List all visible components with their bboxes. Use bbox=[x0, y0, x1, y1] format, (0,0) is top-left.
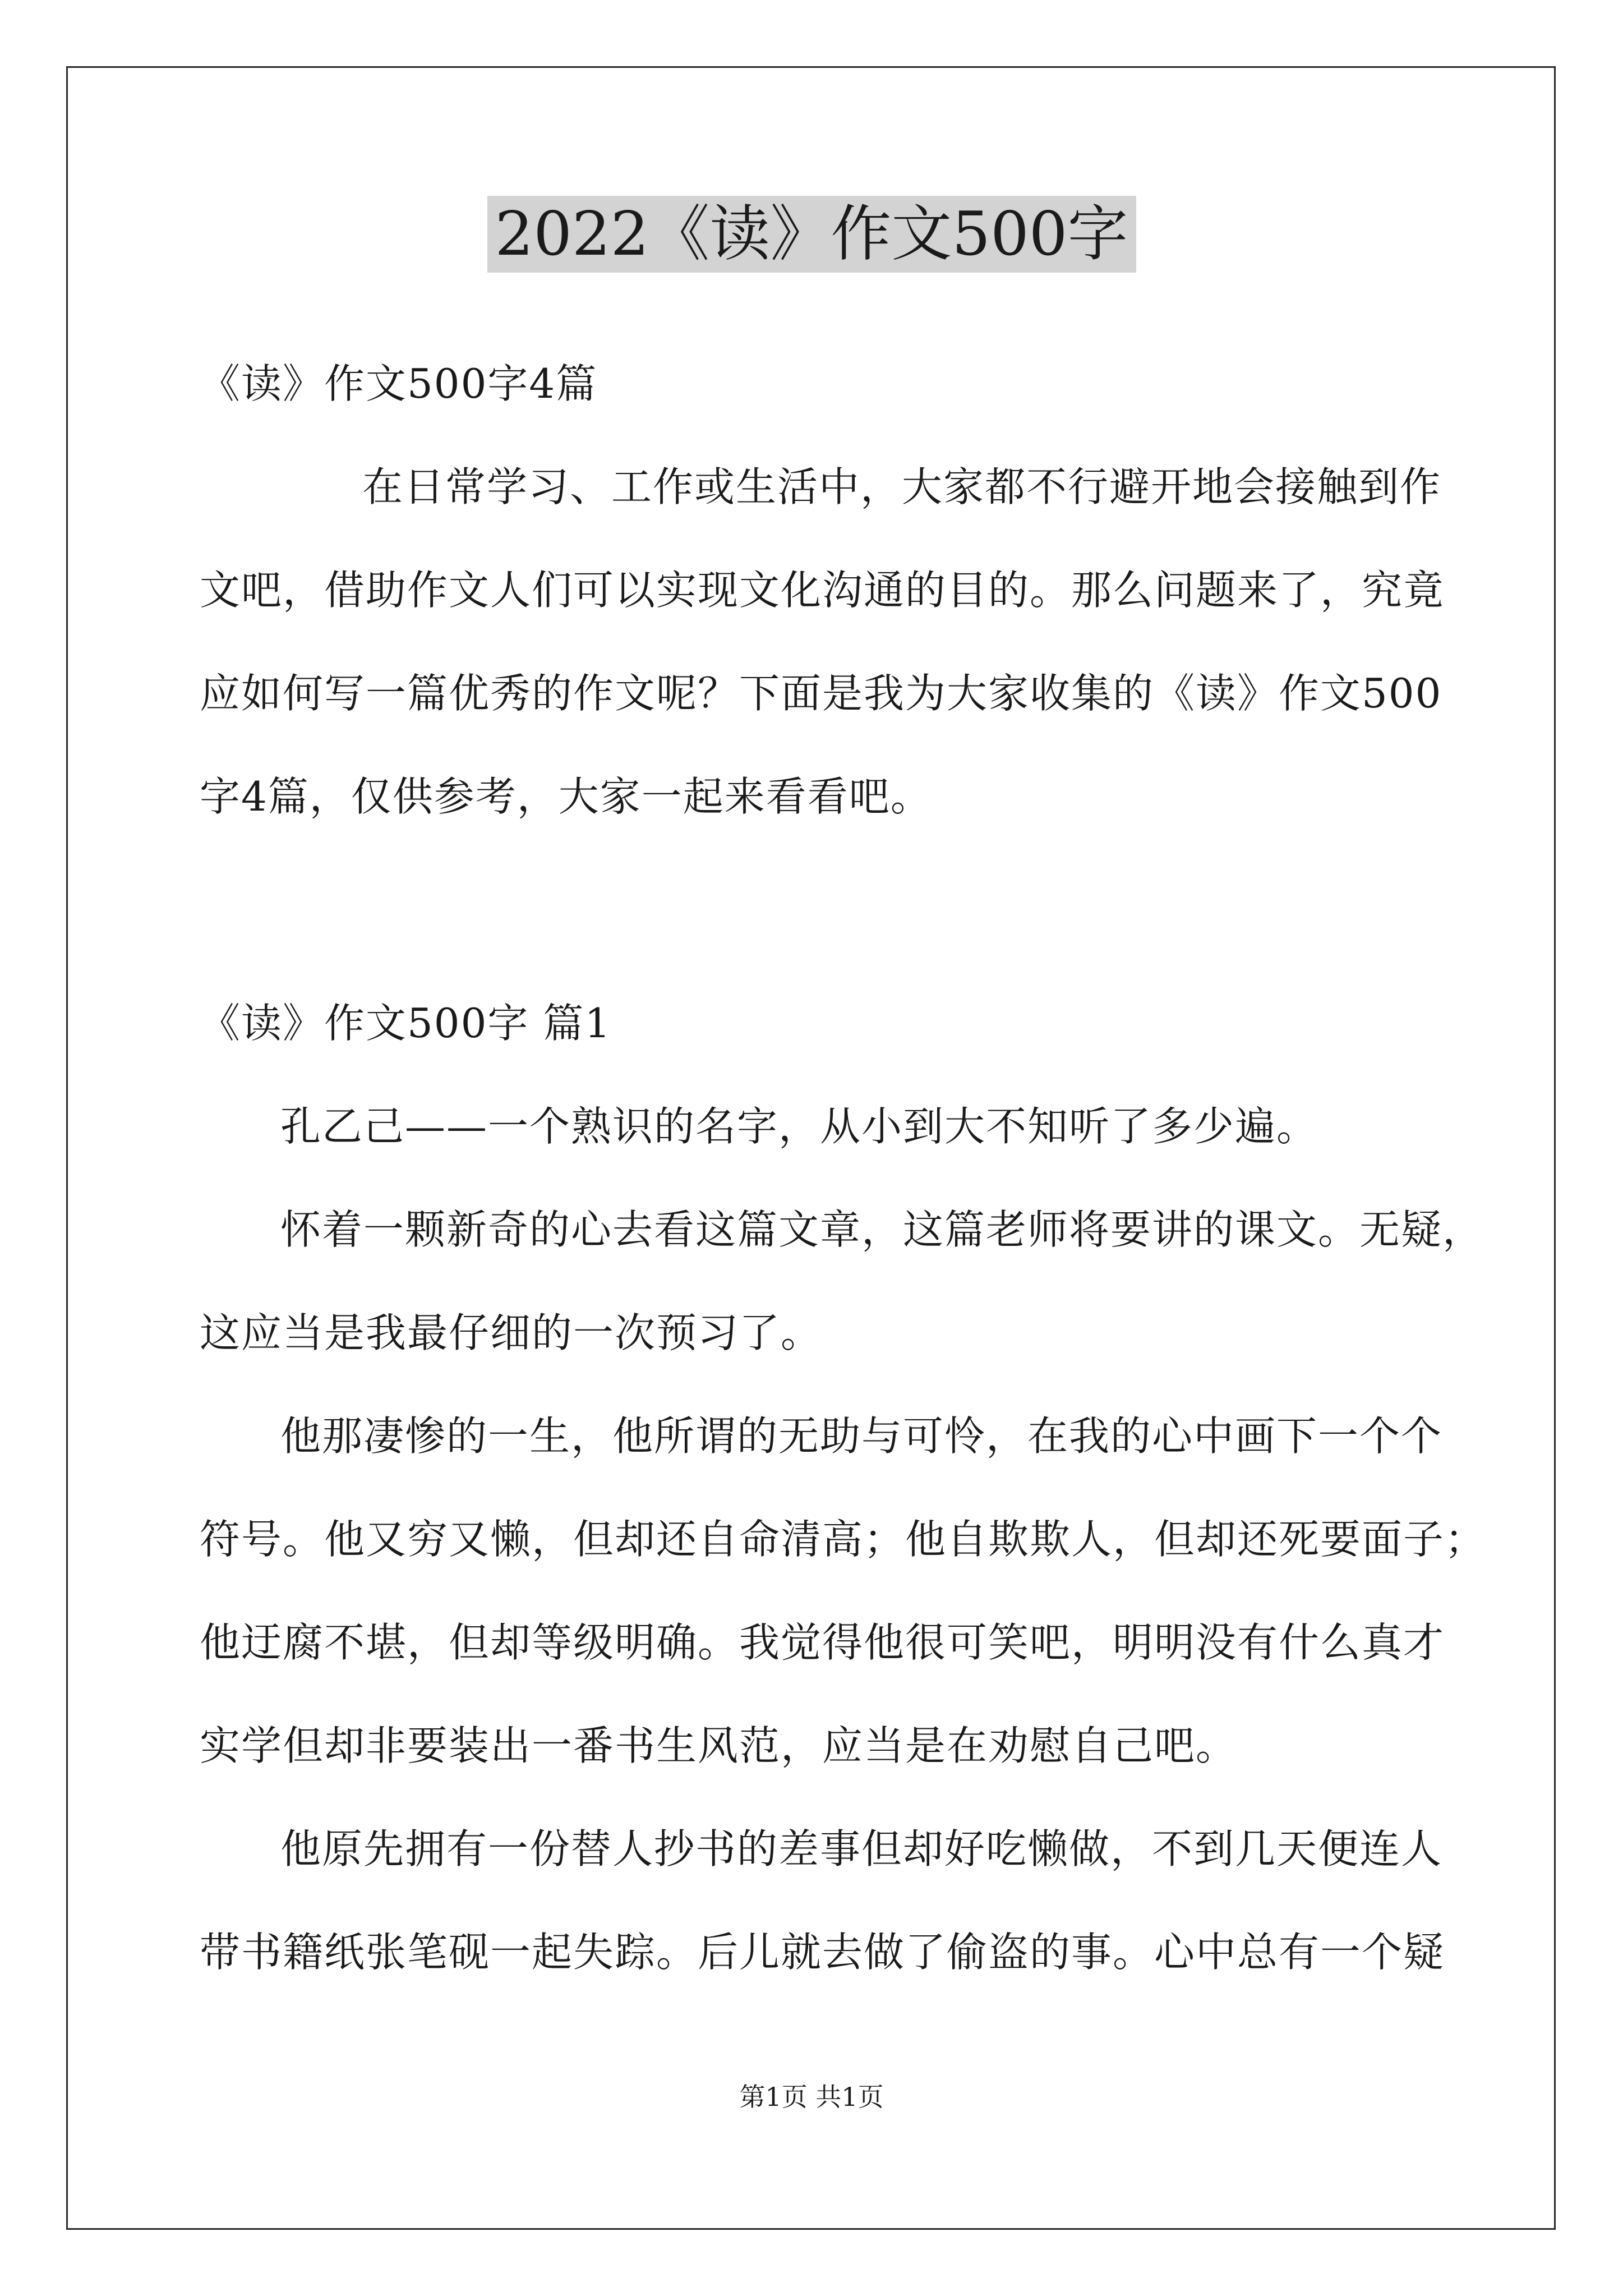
body-line-1: 孔乙己——一个熟识的名字，从小到大不知听了多少遍。 bbox=[280, 1103, 1318, 1150]
body-line-6: 他迂腐不堪，但却等级明确。我觉得他很可笑吧，明明没有什么真才 bbox=[200, 1619, 1445, 1666]
intro-line-3: 应如何写一篇优秀的作文呢？下面是我为大家收集的《读》作文500 bbox=[200, 670, 1442, 717]
page-footer: 第1页 共1页 bbox=[739, 2082, 884, 2112]
document-title bbox=[0, 195, 1623, 274]
body-line-8: 他原先拥有一份替人抄书的差事但却好吃懒做，不到几天便连人 bbox=[280, 1825, 1443, 1872]
body-line-4: 他那凄惨的一生，他所谓的无助与可怜，在我的心中画下一个个 bbox=[280, 1412, 1443, 1460]
document-subtitle: 《读》作文500字4篇 bbox=[200, 360, 598, 407]
body-line-5: 符号。他又穷又懒，但却还自命清高；他自欺欺人，但却还死要面子； bbox=[200, 1516, 1487, 1563]
document-title-text: 2022《读》作文500字 bbox=[487, 196, 1136, 273]
body-line-7: 实学但却非要装出一番书生风范，应当是在劝慰自己吧。 bbox=[200, 1722, 1238, 1769]
body-line-9: 带书籍纸张笔砚一起失踪。后儿就去做了偷盗的事。心中总有一个疑 bbox=[200, 1929, 1445, 1976]
section-heading: 《读》作文500字 篇1 bbox=[200, 1000, 612, 1047]
intro-line-2: 文吧，借助作文人们可以实现文化沟通的目的。那么问题来了，究竟 bbox=[200, 567, 1445, 614]
intro-line-4: 字4篇，仅供参考，大家一起来看看吧。 bbox=[200, 773, 932, 820]
body-line-2: 怀着一颗新奇的心去看这篇文章，这篇老师将要讲的课文。无疑， bbox=[280, 1206, 1484, 1253]
body-line-3: 这应当是我最仔细的一次预习了。 bbox=[200, 1309, 823, 1356]
intro-line-1: 在日常学习、工作或生活中，大家都不行避开地会接触到作 bbox=[362, 463, 1442, 510]
